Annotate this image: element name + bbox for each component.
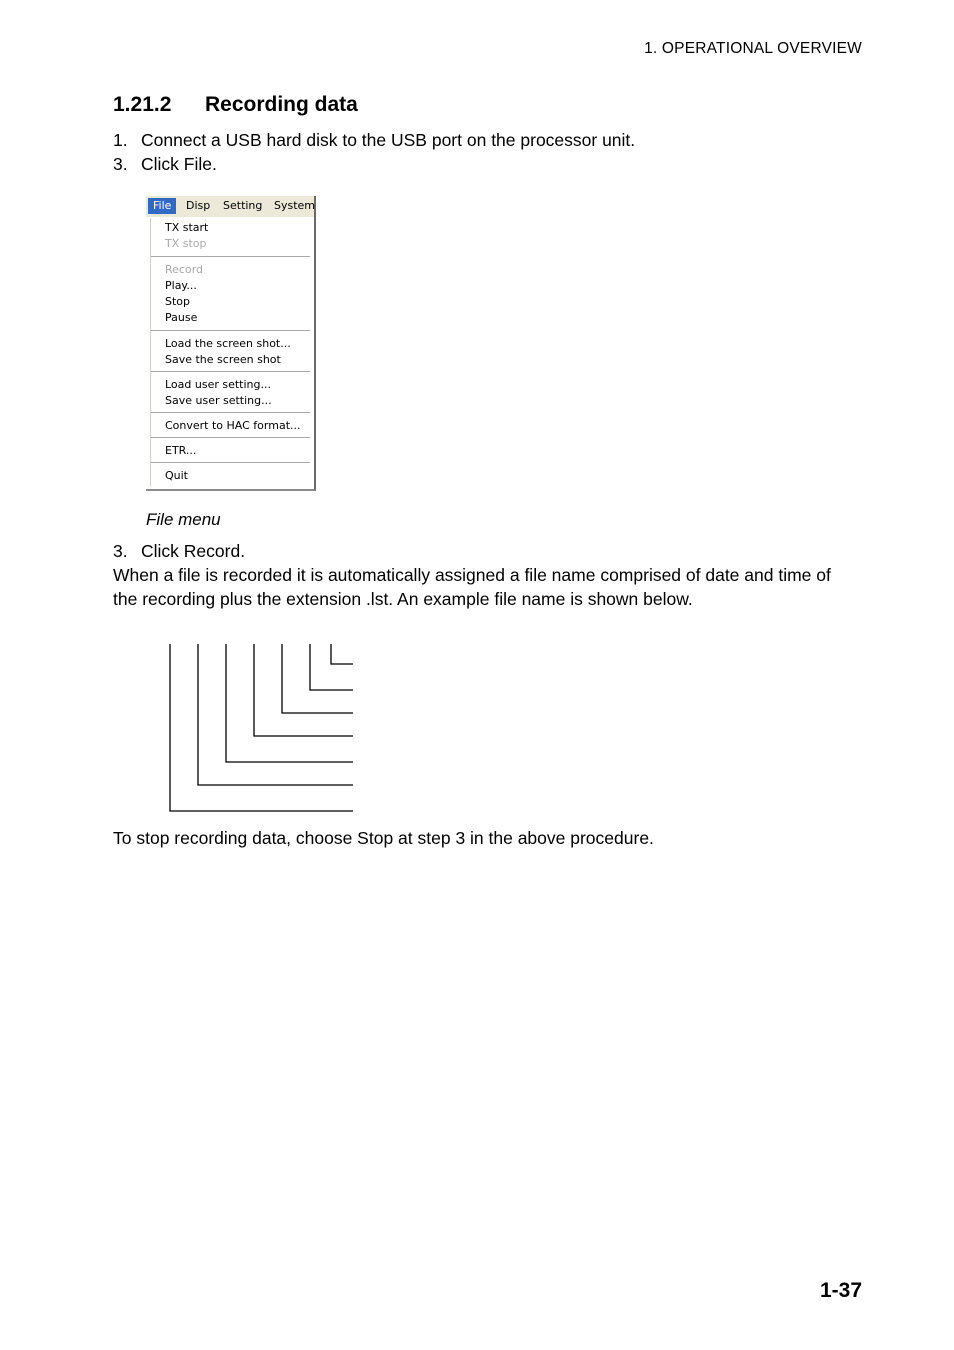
menu-item-quit[interactable]: Quit — [165, 469, 188, 482]
bracket-line — [331, 644, 353, 664]
bracket-line — [198, 644, 353, 785]
menu-bar-setting[interactable]: Setting — [223, 199, 263, 212]
menu-bar-disp[interactable]: Disp — [186, 199, 211, 212]
menu-separator — [151, 330, 310, 332]
menu-separator — [151, 371, 310, 373]
step-click-record — [113, 539, 245, 563]
step-number: 3. — [113, 541, 128, 561]
step-text: Connect a USB hard disk to the USB port on the processor unit. — [141, 130, 636, 150]
figure-caption: File menu — [146, 510, 221, 529]
running-header: 1. OPERATIONAL OVERVIEW — [644, 40, 862, 57]
file-menu-dropdown — [150, 218, 310, 487]
file-menu-screenshot — [146, 196, 316, 491]
closing-paragraph: To stop recording data, choose Stop at step 3 in the above procedure. — [113, 828, 654, 848]
menu-separator — [151, 256, 310, 258]
section-heading — [113, 93, 358, 117]
menu-item-stop[interactable]: Stop — [165, 295, 191, 308]
menu-bar — [146, 196, 314, 218]
menu-item-load-screen-shot[interactable]: Load the screen shot... — [165, 337, 291, 350]
menu-item-tx-start[interactable]: TX start — [165, 221, 209, 234]
step-text: Click Record. — [141, 541, 246, 561]
step-connect-usb — [113, 128, 635, 152]
step-number: 3. — [113, 154, 128, 174]
filename-bracket-diagram — [160, 640, 360, 820]
menu-separator — [151, 437, 310, 439]
menu-item-etr[interactable]: ETR... — [165, 444, 197, 457]
menu-item-record: Record — [165, 263, 204, 276]
section-title-text: Recording data — [205, 93, 358, 116]
menu-bar-file[interactable]: File — [148, 198, 176, 214]
section-number: 1.21.2 — [113, 93, 172, 116]
bracket-line — [282, 644, 353, 713]
menu-item-save-screen-shot[interactable]: Save the screen shot — [165, 353, 281, 366]
bracket-line — [226, 644, 353, 762]
menu-item-pause[interactable]: Pause — [165, 311, 198, 324]
filename-paragraph: When a file is recorded it is automatically assigned a file name comprised of date and time of the recording plus the extension .lst. An example file name is shown below. — [113, 565, 831, 609]
menu-item-tx-stop: TX stop — [165, 237, 207, 250]
step-number: 1. — [113, 130, 128, 150]
menu-item-load-user-setting[interactable]: Load user setting... — [165, 378, 271, 391]
menu-item-play[interactable]: Play... — [165, 279, 197, 292]
menu-separator — [151, 412, 310, 414]
menu-item-save-user-setting[interactable]: Save user setting... — [165, 394, 272, 407]
step-click-file — [113, 152, 217, 176]
menu-item-convert-hac[interactable]: Convert to HAC format... — [165, 419, 301, 432]
page-number: 1-37 — [819, 1279, 862, 1302]
menu-separator — [151, 462, 310, 464]
step-text: Click File. — [141, 154, 217, 174]
menu-bar-system[interactable]: System — [274, 199, 316, 212]
